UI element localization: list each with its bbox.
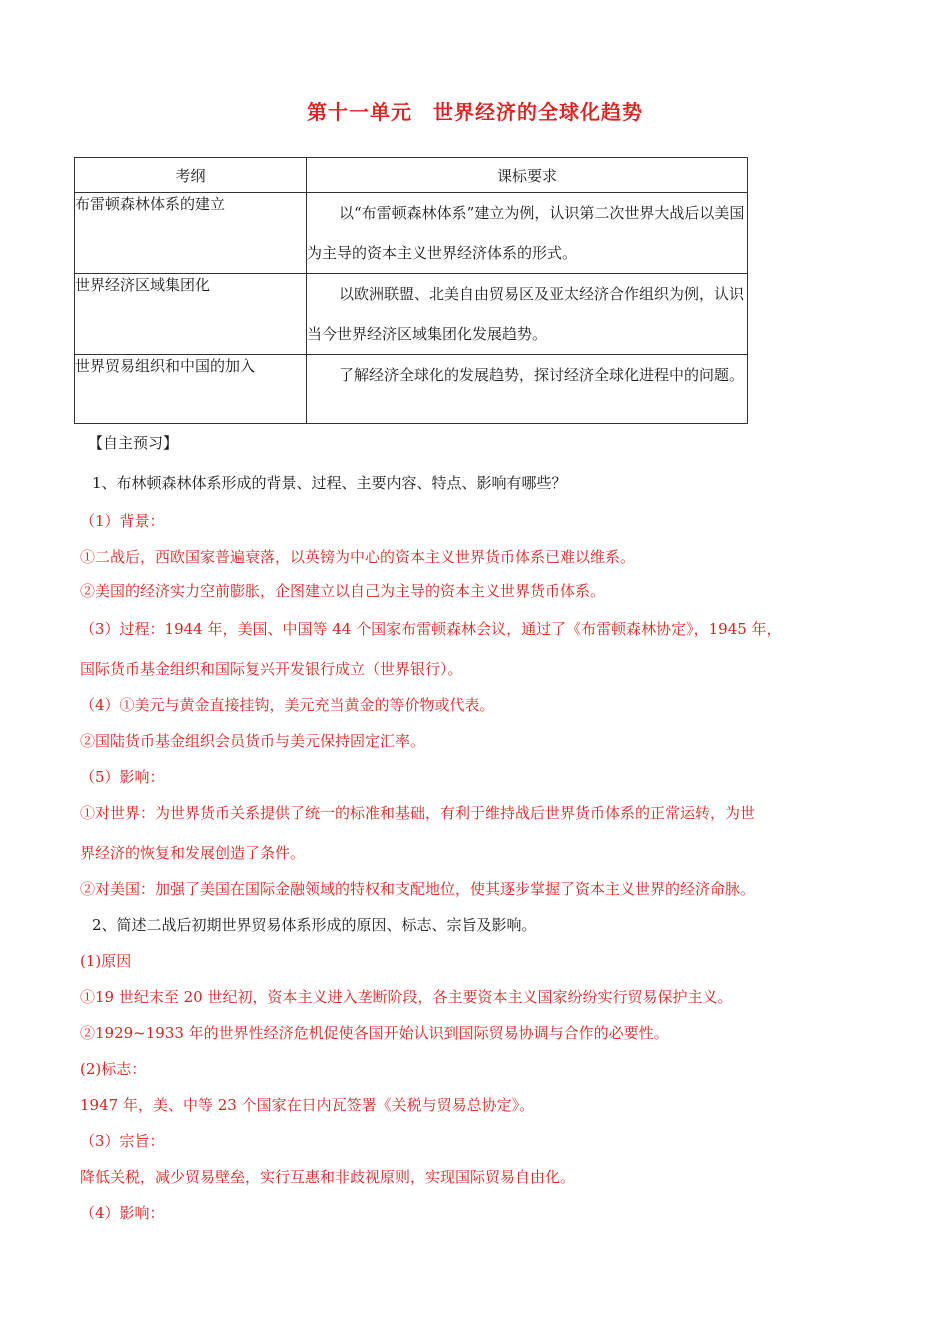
table-header-row xyxy=(75,158,748,193)
section-heading: 【自主预习】 xyxy=(88,434,179,452)
requirements-table xyxy=(74,157,748,424)
q1-effect-world-line-2: 界经济的恢复和发展创造了条件。 xyxy=(80,844,306,862)
header-requirement: 课标要求 xyxy=(307,158,748,193)
row-topic: 布雷顿森林体系的建立 xyxy=(75,193,307,274)
row-requirement-text: 以“布雷顿森林体系”建立为例，认识第二次世界大战后以美国为主导的资本主义世界经济体系的形式。 xyxy=(307,204,745,262)
q2-effect-label: （4）影响： xyxy=(80,1204,165,1222)
q1-content-item-2: ②国陆货币基金组织会员货币与美元保持固定汇率。 xyxy=(80,732,426,750)
table-row xyxy=(75,193,748,274)
row-requirement-text: 以欧洲联盟、北美自由贸易区及亚太经济合作组织为例，认识当今世界经济区域集团化发展趋势。 xyxy=(307,285,745,343)
page-title: 第十一单元 世界经济的全球化趋势 xyxy=(307,100,643,124)
row-topic: 世界贸易组织和中国的加入 xyxy=(75,355,307,424)
row-requirement-text: 了解经济全球化的发展趋势，探讨经济全球化进程中的问题。 xyxy=(339,366,745,384)
q2-aim-label: （3）宗旨： xyxy=(80,1132,165,1150)
row-requirement xyxy=(307,274,748,355)
q1-process-line-1: （3）过程：1944 年，美国、中国等 44 个国家布雷顿森林会议，通过了《布雷顿森林协定》，1945 年， xyxy=(80,620,782,638)
q1-background-label: （1）背景： xyxy=(80,512,165,530)
q2-reason-item-1: ①19 世纪末至 20 世纪初，资本主义进入垄断阶段，各主要资本主义国家纷纷实行贸易保护主义。 xyxy=(80,988,733,1006)
q2-aim-text: 降低关税，减少贸易壁垒，实行互惠和非歧视原则，实现国际贸易自由化。 xyxy=(80,1168,576,1186)
q1-content-item-1: （4）①美元与黄金直接挂钩，美元充当黄金的等价物或代表。 xyxy=(80,696,495,714)
table-row xyxy=(75,274,748,355)
question-1: 1、布林顿森林体系形成的背景、过程、主要内容、特点、影响有哪些？ xyxy=(92,474,567,492)
q2-reason-item-2: ②1929~1933 年的世界性经济危机促使各国开始认识到国际贸易协调与合作的必要性。 xyxy=(80,1024,669,1042)
row-topic: 世界经济区域集团化 xyxy=(75,274,307,355)
q1-background-item-1: ①二战后，西欧国家普遍衰落，以英镑为中心的资本主义世界货币体系已难以维系。 xyxy=(80,548,636,566)
question-2: 2、简述二战后初期世界贸易体系形成的原因、标志、宗旨及影响。 xyxy=(92,916,537,934)
q2-sign-text: 1947 年，美、中等 23 个国家在日内瓦签署《关税与贸易总协定》。 xyxy=(80,1096,535,1114)
row-requirement xyxy=(307,355,748,424)
table-row xyxy=(75,355,748,424)
row-requirement xyxy=(307,193,748,274)
q1-process-line-2: 国际货币基金组织和国际复兴开发银行成立（世界银行）。 xyxy=(80,660,463,678)
q1-effect-label: （5）影响： xyxy=(80,768,165,786)
header-outline: 考纲 xyxy=(75,158,307,193)
q2-sign-label: (2)标志： xyxy=(80,1060,147,1078)
q1-effect-world-line-1: ①对世界：为世界货币关系提供了统一的标准和基础，有利于维持战后世界货币体系的正常运转，为世 xyxy=(80,804,756,822)
q1-effect-usa: ②对美国：加强了美国在国际金融领域的特权和支配地位，使其逐步掌握了资本主义世界的经济命脉。 xyxy=(80,880,756,898)
q1-background-item-2: ②美国的经济实力空前膨胀，企图建立以自己为主导的资本主义世界货币体系。 xyxy=(80,582,606,600)
q2-reason-label: (1)原因 xyxy=(80,952,132,970)
